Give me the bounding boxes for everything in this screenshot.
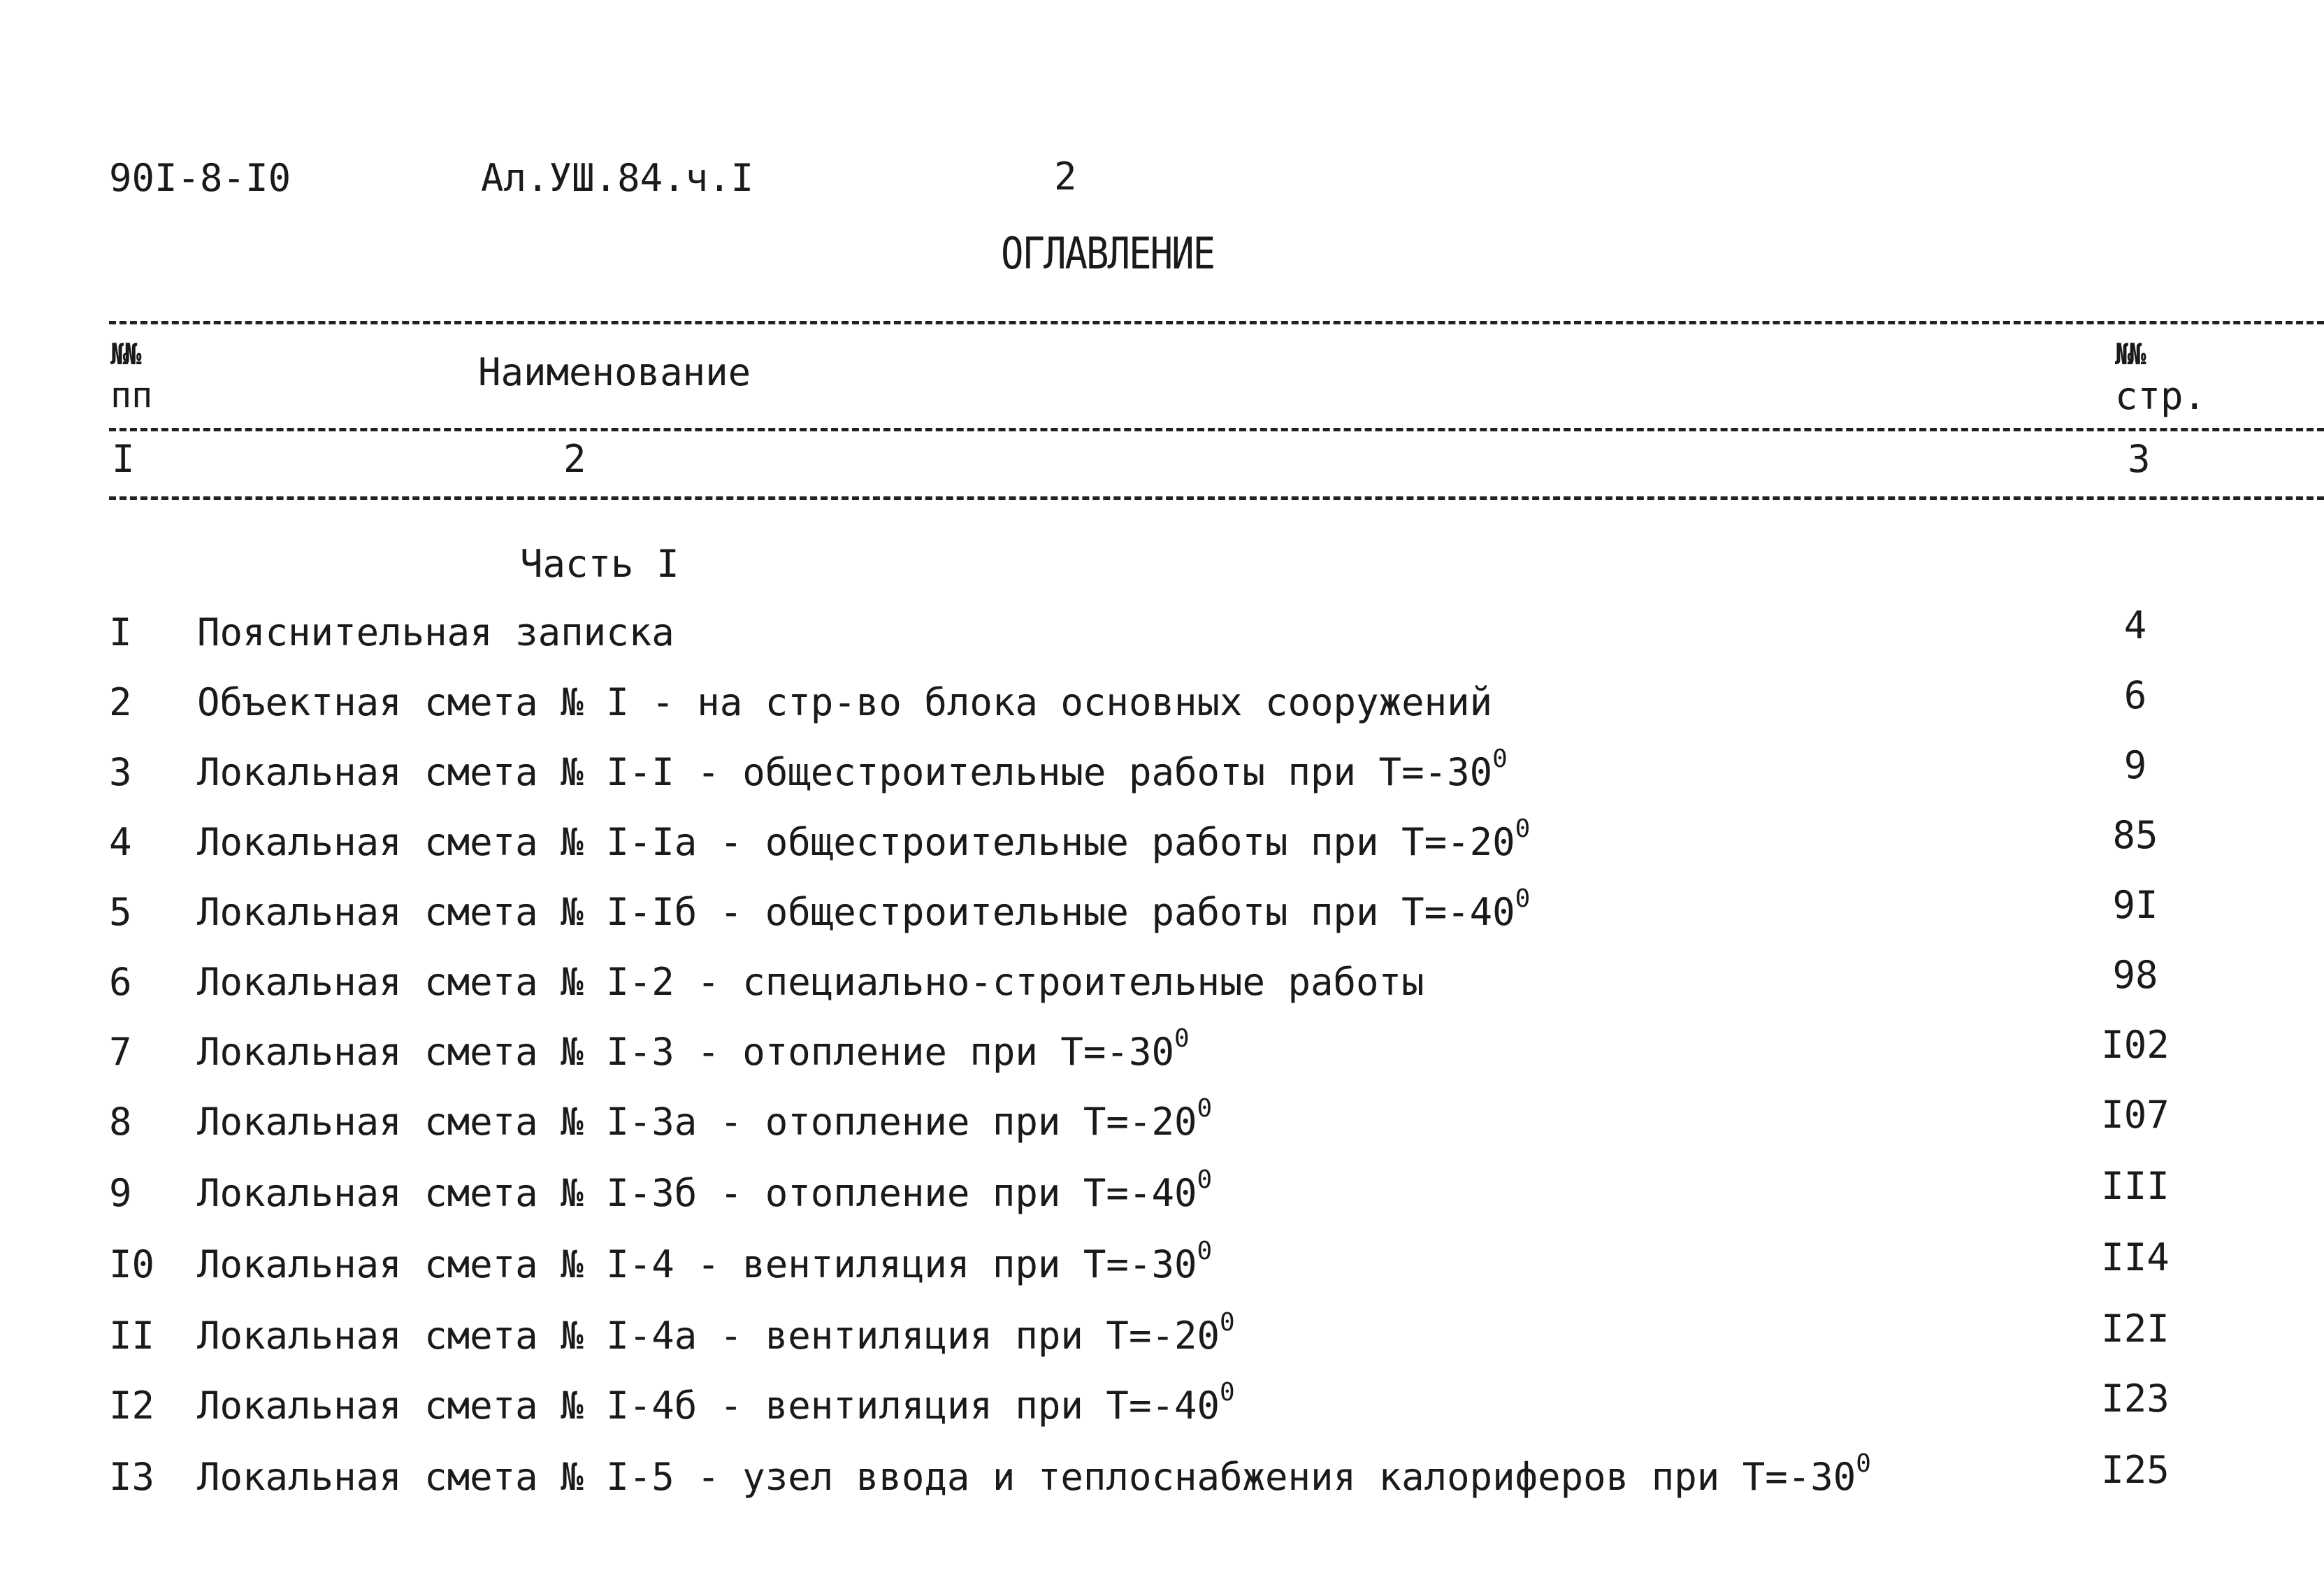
section-label: Часть I (520, 542, 679, 586)
album-reference: Ал.УШ.84.ч.I (481, 156, 754, 200)
toc-row (0, 1093, 2324, 1159)
row-title: Локальная смета № I-4б - вентиляция при $Т=-40^0$ (197, 1378, 1235, 1428)
row-page: I02 (2101, 1023, 2170, 1067)
row-page: 98 (2112, 953, 2158, 997)
row-title: Пояснительная записка (197, 610, 674, 654)
row-title: Локальная смета № I-2 - специально-строительные работы (197, 960, 1424, 1004)
row-number: 5 (109, 890, 132, 934)
toc-row (0, 883, 2324, 949)
page-number: 2 (1054, 155, 1077, 199)
toc-row (0, 953, 2324, 1019)
row-number: I0 (109, 1242, 155, 1286)
table-top-rule (109, 321, 2324, 324)
toc-row (0, 673, 2324, 740)
toc-title: ОГЛАВЛЕНИЕ (1001, 228, 1215, 279)
header-page-symbol: №№ (2115, 337, 2142, 371)
column-index-3: 3 (2128, 437, 2151, 481)
row-number: 3 (109, 750, 132, 794)
toc-row (0, 1377, 2324, 1443)
toc-row (0, 1307, 2324, 1373)
header-page-label: стр. (2115, 374, 2207, 418)
row-title: Локальная смета № I-I - общестроительные работы при $Т=-30^0$ (197, 745, 1508, 794)
header-num-symbol: №№ (110, 337, 138, 371)
row-title: Объектная смета № I - на стр-во блока основных сооружений (197, 680, 1493, 724)
row-title: Локальная смета № I-3а - отопление при $Т=-20^0$ (197, 1094, 1213, 1144)
row-page: 6 (2123, 673, 2147, 717)
row-number: 7 (109, 1030, 132, 1074)
row-title: Локальная смета № I-Iа - общестроительные работы при $Т=-20^0$ (197, 814, 1531, 864)
row-number: 8 (109, 1100, 132, 1144)
row-number: 2 (109, 680, 132, 724)
row-title: Локальная смета № I-Iб - общестроительные работы при $Т=-40^0$ (197, 884, 1531, 934)
toc-row (0, 1023, 2324, 1089)
header-divider-rule (109, 428, 2324, 431)
row-number: 6 (109, 960, 132, 1004)
row-page: II4 (2101, 1235, 2170, 1279)
row-title: Локальная смета № I-3б - отопление при $Т=-40^0$ (197, 1165, 1213, 1215)
row-number: I3 (109, 1455, 155, 1499)
toc-row (0, 1235, 2324, 1302)
row-page: I25 (2101, 1448, 2170, 1492)
row-number: 4 (109, 820, 132, 864)
row-number: I2 (109, 1384, 155, 1428)
header-name-label: Наименование (478, 350, 751, 394)
column-index-2: 2 (563, 437, 586, 481)
header-num-label: пп (110, 375, 153, 415)
row-page: I2I (2101, 1307, 2170, 1351)
toc-row (0, 1448, 2324, 1514)
row-number: 9 (109, 1171, 132, 1215)
toc-row (0, 603, 2324, 670)
row-page: 85 (2112, 813, 2158, 857)
column-index-1: I (112, 437, 135, 481)
row-page: 4 (2123, 603, 2147, 647)
row-number: I (109, 610, 132, 654)
row-title: Локальная смета № I-4а - вентиляция при $Т=-20^0$ (197, 1308, 1235, 1358)
row-page: I07 (2101, 1093, 2170, 1137)
document-code: 90I-8-I0 (109, 156, 291, 200)
row-title: Локальная смета № I-3 - отопление при $Т=-30^0$ (197, 1024, 1190, 1074)
row-page: I23 (2101, 1377, 2170, 1421)
toc-row (0, 743, 2324, 810)
row-title: Локальная смета № I-5 - узел ввода и теплоснабжения калориферов при $Т=-30^0$ (197, 1449, 1871, 1499)
row-title: Локальная смета № I-4 - вентиляция при $Т=-30^0$ (197, 1237, 1213, 1286)
index-divider-rule (109, 496, 2324, 500)
row-page: III (2101, 1164, 2170, 1208)
row-number: II (109, 1314, 155, 1358)
row-page: 9I (2112, 883, 2158, 927)
toc-row (0, 1164, 2324, 1230)
row-page: 9 (2123, 743, 2147, 787)
toc-row (0, 813, 2324, 879)
